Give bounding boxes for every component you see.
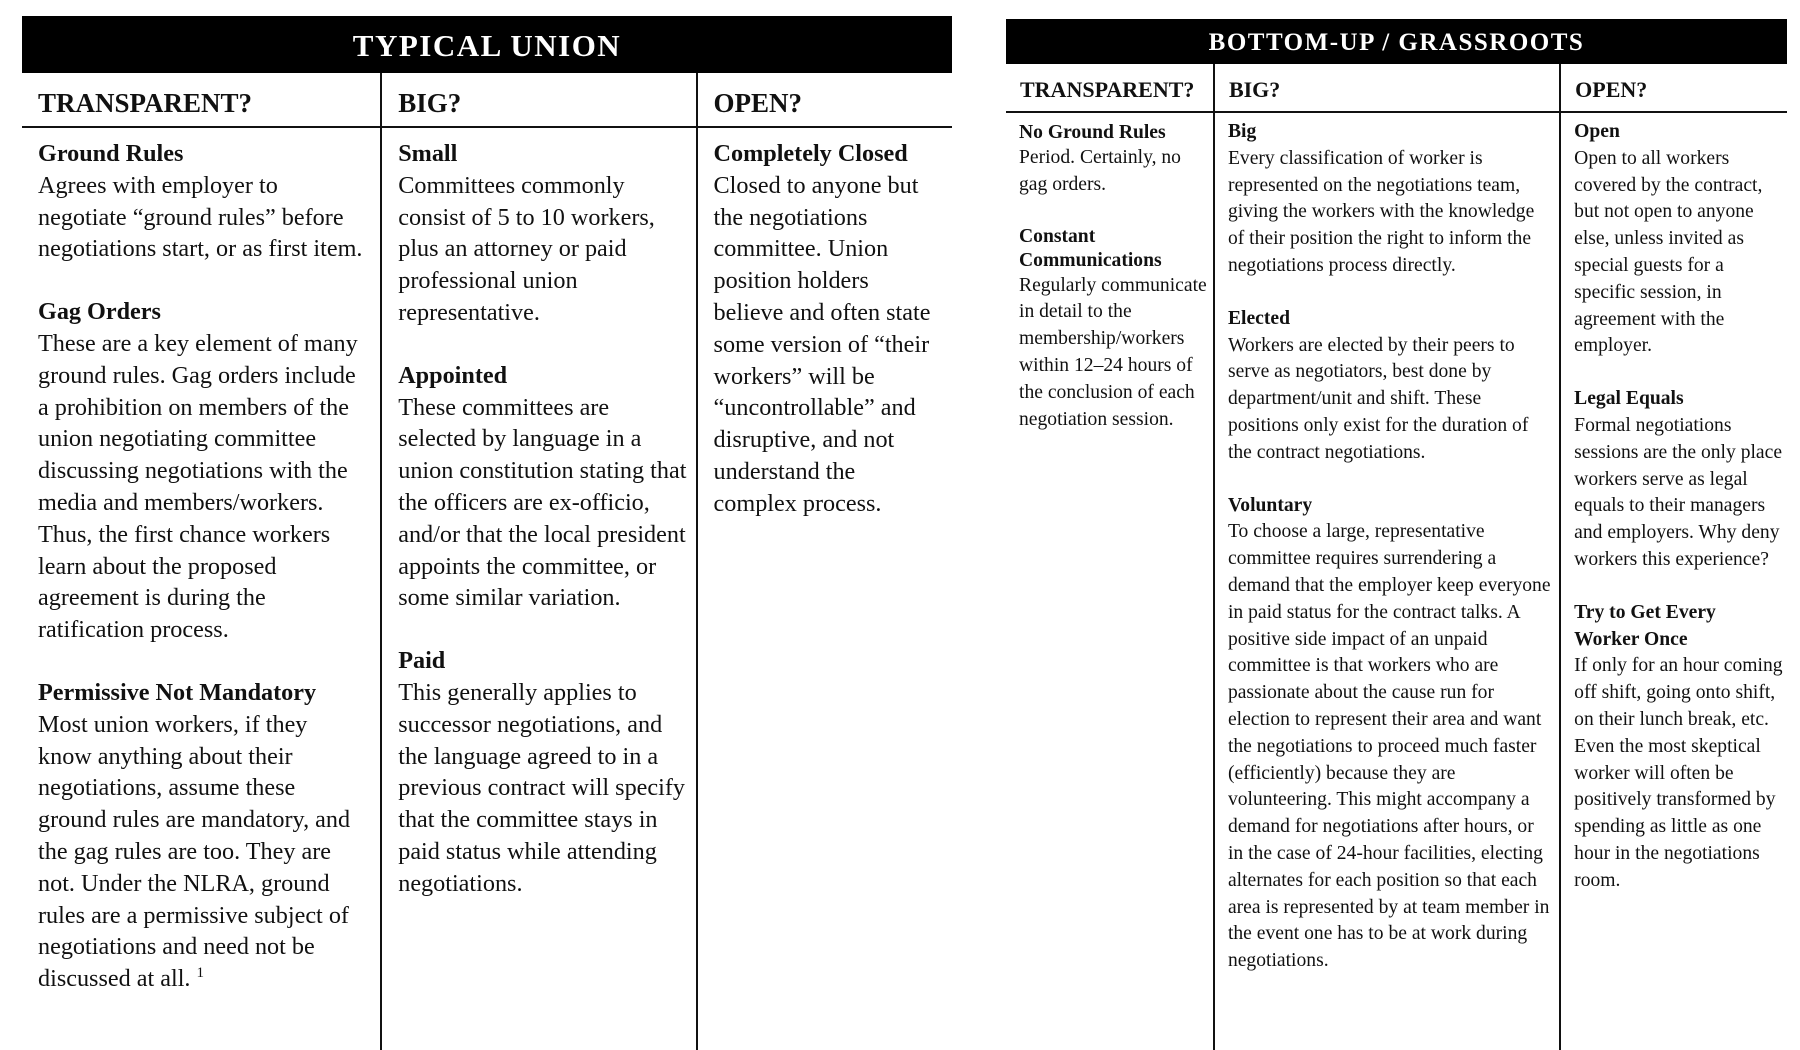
section-title: Ground Rules	[38, 140, 184, 167]
section	[1574, 386, 1783, 574]
section	[1228, 493, 1551, 975]
section-title: Big	[1227, 121, 1257, 142]
section-title: Constant Communications	[1019, 225, 1162, 271]
section-text-wrapper	[38, 709, 366, 995]
grassroots-panel	[1006, 0, 1787, 1050]
section-text: Regularly communicate in detail to the membership/workers within 12–24 hours of the conclusion of each negotiation session.	[1019, 274, 1207, 430]
section-title: No Ground Rules	[1019, 122, 1166, 143]
section-text: These are a key element of many ground rules. Gag orders include a prohibition on members of the union negotiating committee discussing negotiations with the media and members/workers. Thus, the first chance workers learn about the proposed agreement is during the ratification process.	[38, 329, 358, 644]
column-heading: BIG?	[1215, 64, 1559, 113]
column-heading: TRANSPARENT?	[22, 73, 380, 128]
section-title: Permissive Not Mandatory	[38, 678, 317, 706]
section	[1574, 119, 1783, 360]
section	[714, 138, 944, 520]
section-text: Committees commonly consist of 5 to 10 workers, plus an attorney or paid professional union representative.	[398, 171, 655, 326]
column-heading: OPEN?	[1561, 64, 1787, 113]
open-column	[1559, 64, 1787, 1050]
section-title: Appointed	[398, 361, 508, 389]
footnote-marker: 1	[196, 965, 205, 982]
typical-union-title: TYPICAL UNION	[22, 16, 952, 73]
section-title: Paid	[398, 647, 446, 675]
section-title: Voluntary	[1227, 494, 1313, 516]
section-title: Completely Closed	[713, 140, 908, 167]
section-text: Closed to anyone but the negotiations committee. Union position holders believe and often state some version of “their workers” will be “uncontrollable” and disruptive, and not understand the complex process.	[713, 171, 931, 517]
section	[398, 138, 687, 329]
section	[1228, 306, 1551, 467]
section-title: Open	[1574, 121, 1620, 142]
section-title: Try to Get Every Worker Once	[1574, 601, 1716, 650]
section	[398, 360, 687, 614]
section-text: Agrees with employer to negotiate “ground rules” before negotiations start, or as first item.	[38, 171, 363, 263]
section	[38, 296, 366, 646]
grassroots-columns	[1006, 64, 1787, 1050]
section	[1574, 600, 1783, 895]
section-text: These committees are selected by language in a union constitution stating that the officers are ex-officio, and/or that the local president appoints the committee, or some similar variation.	[398, 393, 687, 612]
section-text: This generally applies to successor negotiations, and the language agreed to in a previous contract will specify that the committee stays in paid status while attending negotiations.	[398, 678, 686, 897]
section	[1019, 121, 1209, 199]
section-text: Every classification of worker is represented on the negotiations team, giving the workers with the knowledge of their position the right to inform the negotiations process directly.	[1227, 147, 1535, 276]
big-column	[1213, 64, 1559, 1050]
section	[38, 138, 366, 265]
section	[1228, 119, 1551, 280]
section	[38, 677, 366, 995]
section-text: Open to all workers covered by the contract, but not open to anyone else, unless invited as special guests for a specific session, in agreement with the employer.	[1574, 147, 1763, 357]
section-title: Small	[398, 140, 458, 167]
column-heading: BIG?	[382, 73, 695, 128]
transparent-column	[22, 73, 380, 1050]
open-column	[696, 73, 952, 1050]
section-title: Legal Equals	[1574, 388, 1684, 410]
grassroots-title: BOTTOM-UP / GRASSROOTS	[1006, 19, 1787, 64]
section-text: Formal negotiations sessions are the only place workers serve as legal equals to their managers and employers. Why deny workers this experience?	[1574, 414, 1783, 570]
typical-union-columns	[22, 73, 952, 1050]
section	[398, 645, 687, 899]
section-text: Period. Certainly, no gag orders.	[1019, 147, 1181, 195]
section-text: If only for an hour coming off shift, going onto shift, on their lunch break, etc. Even the most skeptical worker will often be positively transformed by spending as little as one hour in the negotiations room.	[1574, 655, 1783, 891]
section-text: Most union workers, if they know anything about their negotiations, assume these ground rules are mandatory, and the gag rules are too. They are not. Under the NLRA, ground rules are a permissive subject of negotiations and need not be discussed at all.	[38, 710, 351, 993]
section-text: To choose a large, representative committee requires surrendering a demand that the employer keep everyone in paid status for the contract talks. A positive side impact of an unpaid committee is that workers who are passionate about the cause run for election to represent their area and want the negotiations to proceed much faster (efficiently) because they are volunteering. This might accompany a demand for negotiations after hours, or in the case of 24-hour facilities, electing alternates for each position so that each area is represented by at team member in the event one has to be at work during negotiations.	[1227, 521, 1551, 972]
section-text: Workers are elected by their peers to serve as negotiators, best done by department/unit and shift. These positions only exist for the duration of the contract negotiations.	[1227, 334, 1529, 463]
column-heading: OPEN?	[698, 73, 952, 128]
section	[1019, 225, 1209, 434]
typical-union-panel	[22, 0, 952, 1050]
transparent-column	[1006, 64, 1213, 1050]
big-column	[380, 73, 695, 1050]
section-title: Gag Orders	[38, 298, 161, 326]
column-heading: TRANSPARENT?	[1006, 64, 1213, 113]
section-title: Elected	[1227, 307, 1290, 329]
